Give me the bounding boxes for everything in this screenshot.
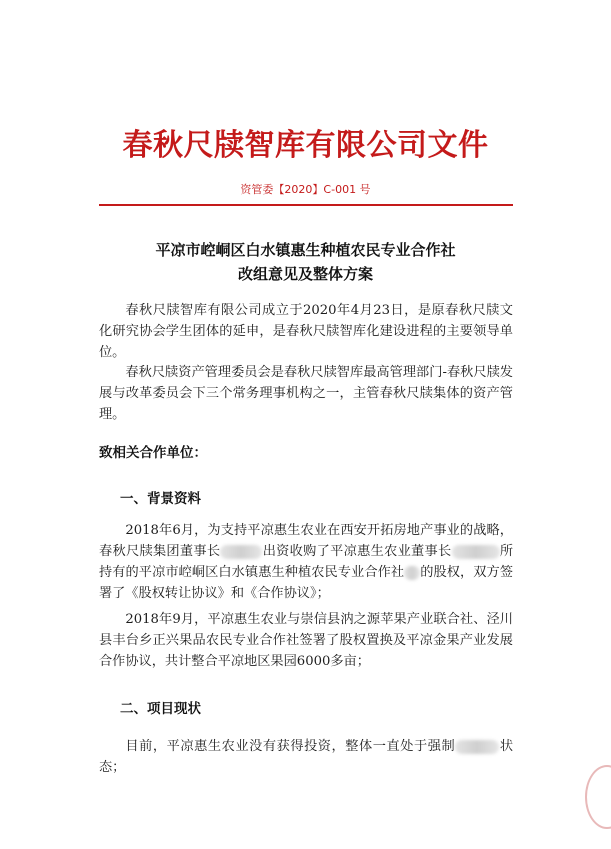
section-1-p1-part-c: 所持有的平凉市崆峒区白水镇惠生种植农民专业合作社 [99, 544, 514, 580]
section-2-p1-part-b: 状态； [99, 739, 514, 775]
section-1-paragraph-1 [99, 520, 513, 604]
intro-paragraph-2: 春秋尺牍资产管理委员会是春秋尺牍智库最高管理部门-春秋尺牍发展与改革委员会下三个常务理事机构之一，主管春秋尺牍集体的资产管理。 [99, 365, 513, 422]
section-2-p1-part-a: 目前，平凉惠生农业没有获得投资，整体一直处于强制 [125, 739, 456, 754]
section-1-heading: 一、背景资料 [120, 491, 201, 507]
redacted-name [452, 545, 500, 559]
section-1-p1-part-d: 的股权，双方签署了《股权转让协议》和《合作协议》； [99, 565, 514, 601]
document-title [0, 238, 611, 286]
header-divider [99, 204, 513, 206]
intro-paragraph-1: 春秋尺牍智库有限公司成立于2020年4月23日，是原春秋尺牍文化研究协会学生团体的延申，是春秋尺牍智库化建设进程的主要领导单位。 [99, 303, 513, 360]
section-1-p1-part-a: 2018年6月，为支持平凉惠生农业在西安开拓房地产事业的战略，春秋尺牍集团董事长 [99, 523, 513, 559]
section-2-heading: 二、项目现状 [120, 701, 201, 717]
seal-stamp-edge [585, 765, 611, 829]
section-1-p1-part-b: 出资收购了平凉惠生农业董事长 [262, 544, 452, 559]
document-number: 资管委【2020】C-001 号 [240, 183, 371, 196]
title-line-2: 改组意见及整体方案 [237, 265, 373, 283]
redacted-value [404, 566, 420, 580]
redacted-value [455, 740, 499, 754]
document-header-title: 春秋尺牍智库有限公司文件 [122, 128, 489, 163]
section-2-paragraph-1 [99, 736, 513, 778]
redacted-name [220, 545, 262, 559]
salutation: 致相关合作单位： [99, 445, 207, 461]
title-line-1: 平凉市崆峒区白水镇惠生种植农民专业合作社 [155, 241, 456, 259]
section-1-paragraph-2: 2018年9月，平凉惠生农业与崇信县汭之源苹果产业联合社、泾川县丰台乡正兴果品农民专业合作社签署了股权置换及平凉金果产业发展合作协议，共计整合平凉地区果园6000多亩； [99, 612, 513, 669]
